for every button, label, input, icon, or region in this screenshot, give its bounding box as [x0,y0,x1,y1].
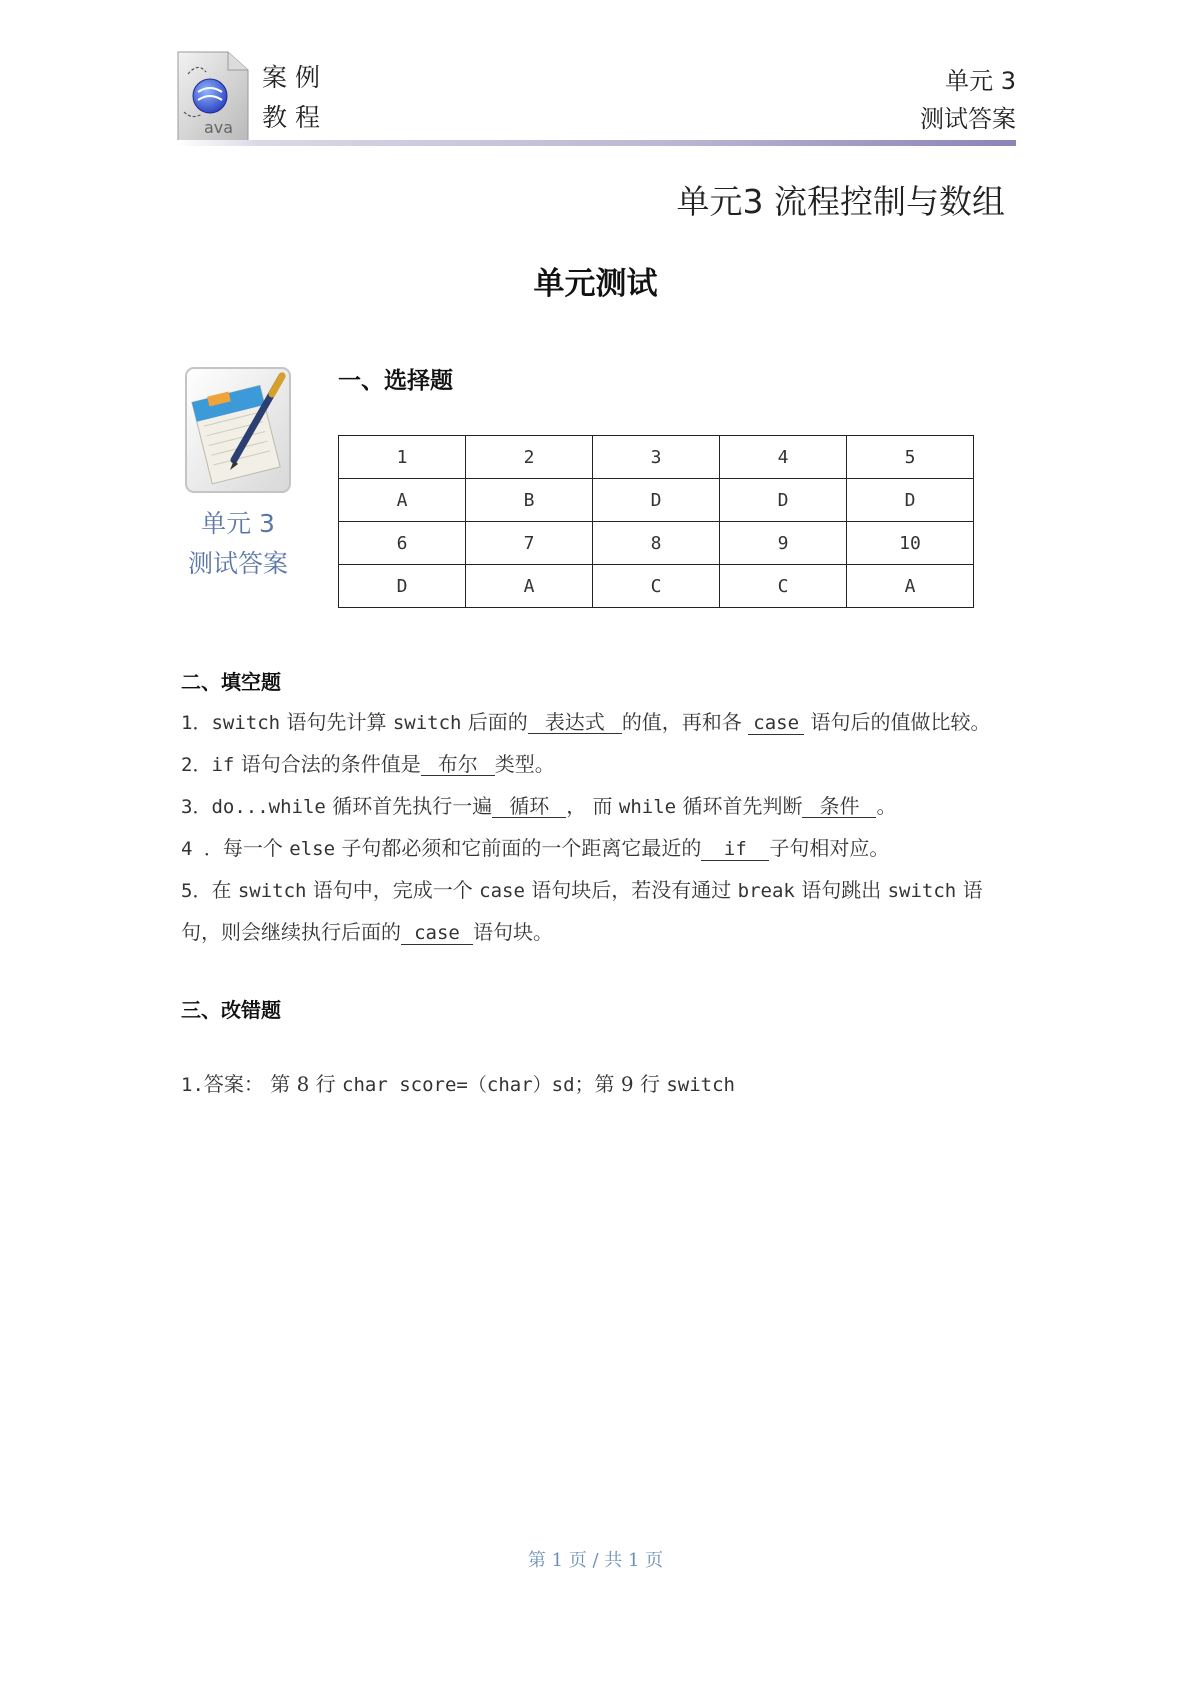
answer-text: ；第 9 行 [574,1072,667,1096]
question-text: 语 [956,878,983,902]
fill-question-4 [181,832,1017,861]
fill-question-1 [181,706,1017,735]
question-number: 1. [181,1074,204,1096]
question-number: 4 ． [181,838,223,860]
table-cell: 2 [466,436,593,479]
badge-label-line2: 测试答案 [187,549,288,578]
table-cell: 5 [847,436,974,479]
question-text: 语句后的值做比较。 [804,710,991,734]
table-cell: 1 [339,436,466,479]
section-fill-blank-title: 二、填空题 [181,670,281,694]
code-keyword: if [211,754,235,776]
code-keyword: else [289,838,336,860]
question-text: 语句中，完成一个 [306,878,480,902]
question-text: 语句跳出 [794,878,888,902]
table-cell: C [720,565,847,608]
fill-question-5 [181,874,1017,903]
correction-answer [181,1068,1017,1097]
table-cell: 9 [720,522,847,565]
page-footer: 第 1 页 / 共 1 页 [527,1550,664,1571]
code-keyword: switch [392,712,462,734]
answer-text: 答案： 第 8 行 [203,1072,343,1096]
header-divider [176,140,1016,146]
section-multiple-choice-title: 一、选择题 [338,368,453,394]
table-cell: 4 [720,436,847,479]
header-left-line1: 案例 [262,63,329,92]
code-keyword: while [618,796,677,818]
table-cell: D [593,479,720,522]
fill-question-5-continued [181,916,1017,945]
question-number: 5． [181,880,212,902]
code-keyword: case [479,880,525,902]
section-error-correction-title: 三、改错题 [181,998,281,1022]
header-right [920,62,1016,138]
question-text: 语句块。 [473,920,553,944]
notepad-pen-icon [182,364,294,496]
table-cell: 8 [593,522,720,565]
question-text: 类型。 [494,752,555,776]
badge-label-line1: 单元 3 [201,509,275,538]
table-cell: A [847,565,974,608]
table-row [339,565,974,608]
question-text: 循环首先判断 [676,794,803,818]
code-snippet: switch [666,1074,735,1096]
fill-question-3 [181,790,1017,819]
question-text: 后面的 [461,710,528,734]
question-text: 。 [876,794,897,818]
answer-blank: 表达式 [528,711,622,734]
answer-blank: 布尔 [421,753,495,776]
question-text: 语句先计算 [280,710,393,734]
table-cell: 6 [339,522,466,565]
answer-blank: 条件 [802,795,876,818]
badge-label [176,504,300,584]
header-left [262,58,328,138]
question-number: 1． [181,712,212,734]
table-cell: A [466,565,593,608]
code-snippet: char score=（char）sd [342,1074,575,1096]
page-title: 单元测试 [533,266,658,302]
table-cell: C [593,565,720,608]
table-row [339,522,974,565]
answers-table [338,435,974,608]
question-number: 2． [181,754,212,776]
table-cell: A [339,479,466,522]
table-row [339,479,974,522]
question-text: 循环首先执行一遍 [325,794,493,818]
fill-question-2 [181,748,1017,777]
question-text: 的值，再和各 [621,710,749,734]
page-header [176,50,1016,146]
code-keyword: switch [237,880,307,902]
table-cell: 7 [466,522,593,565]
question-text: 句，则会继续执行后面的 [181,920,401,944]
code-keyword: switch [887,880,957,902]
logo-text: ava [204,118,234,137]
question-text: 在 [211,878,238,902]
answer-blank: if [701,838,769,861]
unit-title: 单元3 流程控制与数组 [676,182,1005,221]
table-row [339,436,974,479]
question-text: 子句相对应。 [769,836,890,860]
question-text: 语句合法的条件值是 [234,752,421,776]
question-number: 3． [181,796,212,818]
header-left-line2: 教程 [262,103,329,132]
table-cell: D [847,479,974,522]
code-keyword: do...while [211,796,326,818]
code-keyword: case [748,712,804,735]
question-text: 每一个 [222,836,290,860]
header-right-line2: 测试答案 [920,105,1016,133]
answer-blank: case [401,922,473,945]
answer-blank: 循环 [492,795,566,818]
question-text: ， 而 [566,794,619,818]
question-text: 语句块后，若没有通过 [524,878,738,902]
code-keyword: break [737,880,795,902]
table-cell: D [720,479,847,522]
table-cell: D [339,565,466,608]
java-logo-icon [176,50,250,144]
question-text: 子句都必须和它前面的一个距离它最近的 [335,836,702,860]
table-cell: 10 [847,522,974,565]
header-right-line1: 单元 3 [945,67,1016,95]
table-cell: 3 [593,436,720,479]
code-keyword: switch [211,712,281,734]
table-cell: B [466,479,593,522]
